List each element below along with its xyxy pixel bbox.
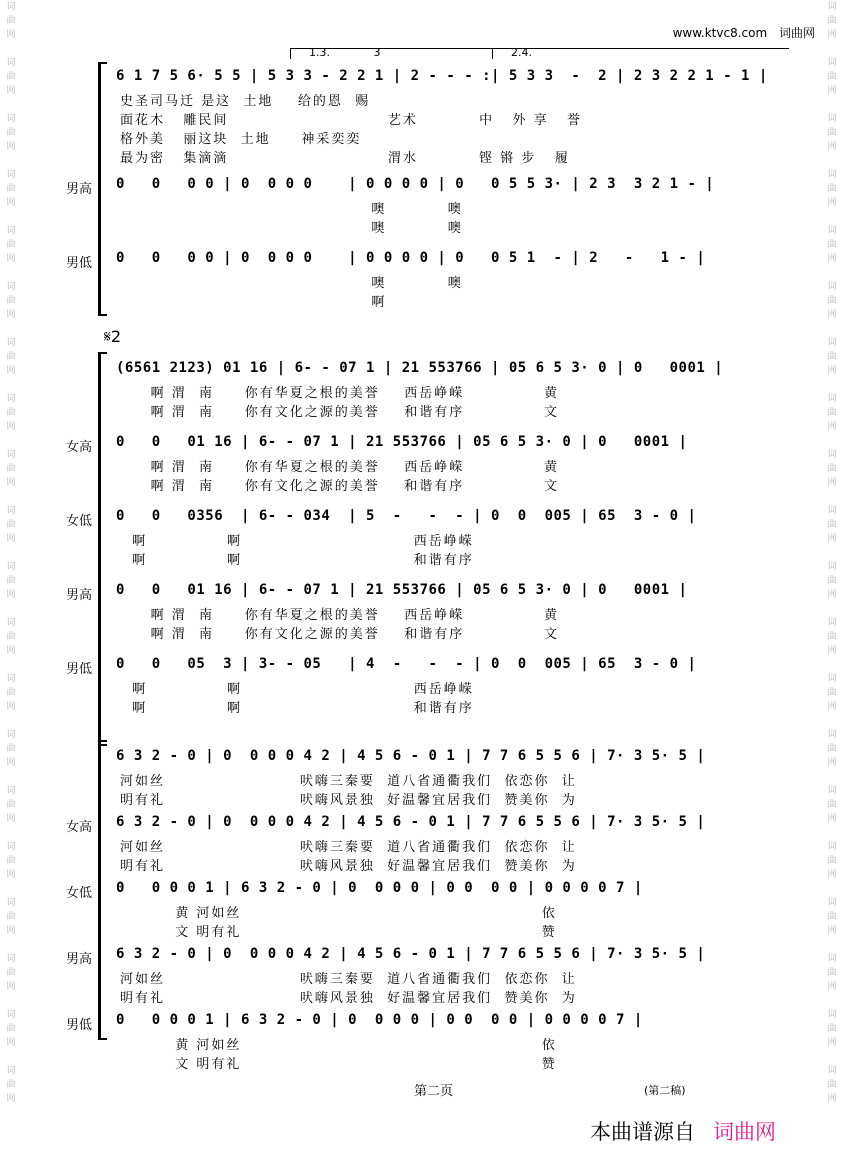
system-bracket: [98, 352, 107, 746]
source-brand[interactable]: 词曲网: [713, 1120, 776, 1144]
notes-tenor: 0 0 01 16 | 6- - 07 1 | 21 553766 | 05 6 5 3· 0 | 0 0001 |: [116, 582, 688, 598]
triplet-mark: 3: [373, 46, 381, 59]
lyric-line: 噢 噢: [120, 202, 463, 217]
lyric-line: 啊 啊 和谐有序: [120, 553, 474, 568]
part-label: 女低: [66, 514, 93, 529]
system-1: [66, 68, 771, 310]
notes-bass: 0 0 0 0 | 0 0 0 0 | 0 0 0 0 | 0 0 5 1 - | 2 - 1 - |: [116, 250, 706, 266]
side-watermark-left: 词 曲 网 词 曲 网 词 曲 网 词 曲 网 词 曲 网 词 曲 网 词 曲 网 词 曲 网 词 曲 网 词 曲 网 词 曲 网 词 曲 网 词 曲 网 词 曲 网 词 曲 网 词 曲 网 词 曲 网 词 曲 网 词 曲 网 词 曲 网: [6, 2, 16, 1104]
notes-alto-hi-a: 6 3 2 - 0 | 0 0 0 0 4 2 | 4 5 6 - 0 1 | 7 7 6 5 5 6 | 7· 3 5· 5 |: [116, 748, 706, 764]
lyric-line: 面花木 雕民间 艺术 中 外 享 誉: [120, 113, 583, 128]
lyric-line: 文 明有礼 赞: [120, 925, 557, 940]
notes-tenor: 6 3 2 - 0 | 0 0 0 0 4 2 | 4 5 6 - 0 1 | 7 7 6 5 5 6 | 7· 3 5· 5 |: [116, 946, 706, 962]
notes-alto-hi-b: 6 3 2 - 0 | 0 0 0 0 4 2 | 4 5 6 - 0 1 | 7 7 6 5 5 6 | 7· 3 5· 5 |: [116, 814, 706, 830]
staff-alto-lo: [66, 880, 771, 902]
source-credit: [590, 1116, 776, 1146]
lyric-line: 格外美 丽这块 土地 神采奕奕: [120, 132, 362, 147]
lyric-line: 啊 渭 南 你有华夏之根的美誉 西岳峥嵘 黄: [120, 460, 559, 475]
site-name: 词曲网: [778, 26, 815, 40]
notes-top: 6 1 7 5 6· 5 5 | 5 3 3 - 2 2 1 | 2 - - - :| 5 3 3 - 2 | 2 3 2 2 1 - 1 |: [116, 68, 768, 84]
notes-top: (6561 2123) 01 16 | 6- - 07 1 | 21 553766 | 05 6 5 3· 0 | 0 0001 |: [116, 360, 724, 376]
lyric-line: 明有礼 吠嗨风景独 好温馨宜居我们 赞美你 为: [120, 991, 577, 1006]
staff-alto-hi-a: [102, 748, 771, 770]
notes-alto-lo: 0 0 0 0 1 | 6 3 2 - 0 | 0 0 0 0 | 0 0 0 0 | 0 0 0 0 7 |: [116, 880, 643, 896]
part-label: 男低: [66, 1018, 93, 1033]
lyric-line: 噢 噢: [120, 276, 463, 291]
part-label: 女高: [66, 820, 93, 835]
lyric-line: 黄 河如丝 依: [120, 906, 557, 921]
notes-alto-lo: 0 0 0356 | 6- - 034 | 5 - - - | 0 0 005 | 65 3 - 0 |: [116, 508, 697, 524]
notes-bass: 0 0 05 3 | 3- - 05 | 4 - - - | 0 0 005 | 65 3 - 0 |: [116, 656, 697, 672]
lyric-line: 最为密 集滴滴 渭水 铿 锵 步 履: [120, 151, 570, 166]
volta-second-label: 2.4.: [511, 46, 532, 59]
staff-alto-lo: [66, 508, 771, 530]
volta-first: [290, 48, 505, 59]
lyric-line: 啊 渭 南 你有华夏之根的美誉 西岳峥嵘 黄: [120, 608, 559, 623]
lyric-line: 文 明有礼 赞: [120, 1057, 557, 1072]
draft-label: (第二稿): [644, 1084, 686, 1097]
lyric-line: 史圣司马迁 是这 土地 给的恩 赐: [120, 94, 371, 109]
notes-bass: 0 0 0 0 1 | 6 3 2 - 0 | 0 0 0 0 | 0 0 0 0 | 0 0 0 0 7 |: [116, 1012, 643, 1028]
part-label: 男高: [66, 952, 93, 967]
lyric-line: 啊: [120, 295, 387, 310]
page-number: 第二页: [414, 1084, 454, 1099]
staff-alto-hi: [66, 434, 771, 456]
lyric-line: 啊 渭 南 你有华夏之根的美誉 西岳峥嵘 黄: [120, 386, 559, 401]
volta-second: [492, 48, 789, 59]
lyric-line: 河如丝 吠嗨三秦要 道八省通衢我们 依恋你 让: [120, 840, 577, 855]
source-text: 本曲谱源自: [590, 1120, 695, 1144]
staff-bass: [66, 656, 771, 678]
lyric-line: 明有礼 吠嗨风景独 好温馨宜居我们 赞美你 为: [120, 793, 577, 808]
notes-alto-hi: 0 0 01 16 | 6- - 07 1 | 21 553766 | 05 6 5 3· 0 | 0 0001 |: [116, 434, 688, 450]
staff-bass: [66, 250, 771, 272]
part-label: 女高: [66, 440, 93, 455]
part-label: 男高: [66, 588, 93, 603]
segno-mark: 𝄋2: [104, 327, 122, 346]
part-label: 男高: [66, 182, 93, 197]
staff-alto-hi-b: [66, 814, 771, 836]
lyric-line: 啊 渭 南 你有文化之源的美誉 和谐有序 文: [120, 627, 559, 642]
lyric-line: 啊 渭 南 你有文化之源的美誉 和谐有序 文: [120, 405, 559, 420]
lyric-line: 河如丝 吠嗨三秦要 道八省通衢我们 依恋你 让: [120, 774, 577, 789]
staff-tenor: [66, 946, 771, 968]
staff-tenor: [66, 176, 771, 198]
lyric-line: 河如丝 吠嗨三秦要 道八省通衢我们 依恋你 让: [120, 972, 577, 987]
lyric-line: 啊 啊 西岳峥嵘: [120, 682, 474, 697]
lyric-line: 啊 啊 和谐有序: [120, 701, 474, 716]
lyric-line: 明有礼 吠嗨风景独 好温馨宜居我们 赞美你 为: [120, 859, 577, 874]
lyric-line: 啊 渭 南 你有文化之源的美誉 和谐有序 文: [120, 479, 559, 494]
system-2: [66, 360, 771, 716]
site-header: [673, 24, 815, 41]
staff-bass: [66, 1012, 771, 1034]
staff-top: [102, 360, 771, 382]
part-label: 男低: [66, 256, 93, 271]
part-label: 女低: [66, 886, 93, 901]
volta-first-label: 1.3.: [309, 46, 330, 59]
part-label: 男低: [66, 662, 93, 677]
lyric-line: 啊 啊 西岳峥嵘: [120, 534, 474, 549]
notes-tenor: 0 0 0 0 | 0 0 0 0 | 0 0 0 0 | 0 0 5 5 3· | 2 3 3 2 1 - |: [116, 176, 715, 192]
staff-top: [102, 68, 771, 90]
lyric-line: 噢 噢: [120, 221, 463, 236]
staff-tenor: [66, 582, 771, 604]
site-url[interactable]: www.ktvc8.com: [672, 26, 768, 40]
side-watermark-right: 词 曲 网 词 曲 网 词 曲 网 词 曲 网 词 曲 网 词 曲 网 词 曲 网 词 曲 网 词 曲 网 词 曲 网 词 曲 网 词 曲 网 词 曲 网 词 曲 网 词 曲 网 词 曲 网 词 曲 网 词 曲 网 词 曲 网 词 曲 网: [827, 2, 837, 1104]
system-3: [66, 748, 771, 1072]
lyric-line: 黄 河如丝 依: [120, 1038, 557, 1053]
